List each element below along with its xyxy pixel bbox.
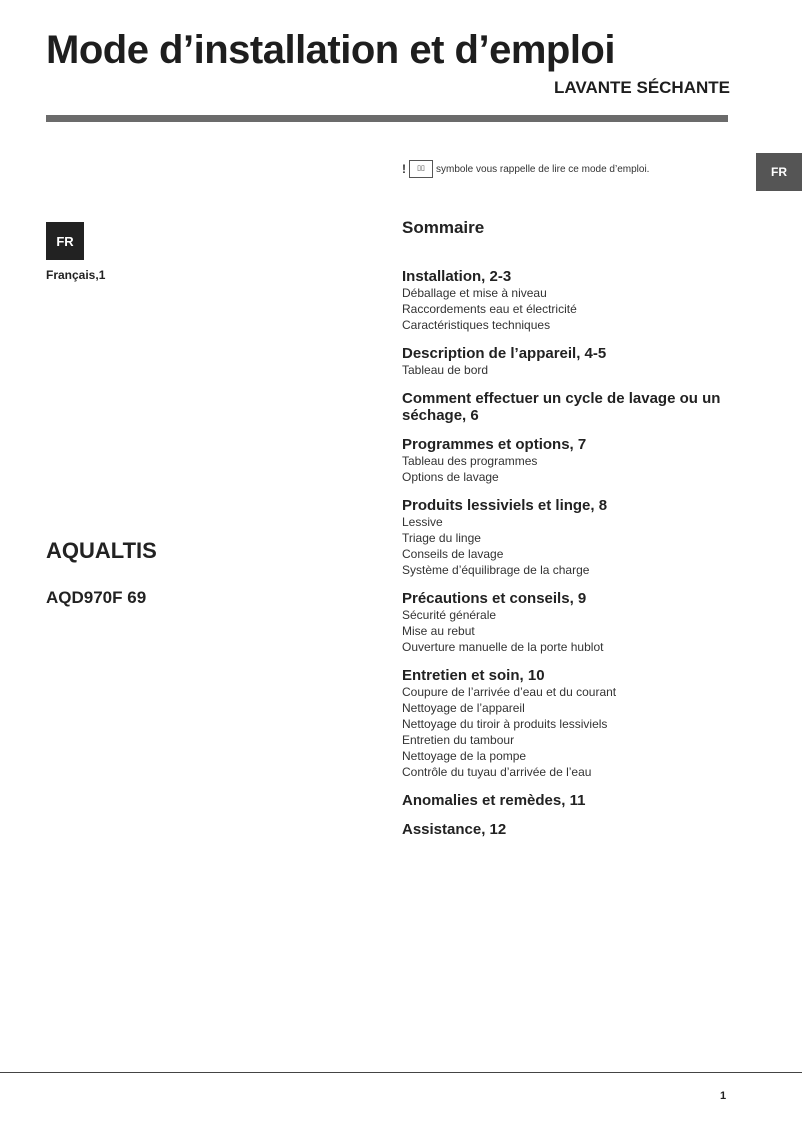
toc-item: Options de lavage (402, 470, 499, 484)
document-title: Mode d’installation et d’emploi (46, 28, 615, 72)
model-name: AQD970F 69 (46, 588, 147, 607)
book-icon: ▯▯ (409, 160, 433, 178)
toc-item: Caractéristiques techniques (402, 318, 551, 332)
toc-item: Conseils de lavage (402, 547, 504, 561)
language-entry: Français,1 (46, 268, 106, 282)
read-manual-note (402, 160, 649, 178)
toc-section-title: Assistance, 12 (402, 821, 507, 838)
toc-item: Déballage et mise à niveau (402, 286, 547, 300)
document-subtitle: LAVANTE SÉCHANTE (554, 78, 730, 97)
toc-item: Mise au rebut (402, 624, 475, 638)
toc-section-title: Comment effectuer un cycle de lavage ou un séchage, 6 (402, 390, 721, 424)
toc-item: Lessive (402, 515, 443, 529)
toc-item: Tableau des programmes (402, 454, 538, 468)
footer-rule (0, 1072, 802, 1073)
toc-section-title: Description de l’appareil, 4-5 (402, 345, 607, 362)
toc-section (402, 345, 742, 378)
brand-name: AQUALTIS (46, 538, 157, 563)
toc-section (402, 792, 742, 809)
toc-section (402, 821, 742, 838)
page-number: 1 (720, 1090, 727, 1102)
toc-item: Nettoyage de la pompe (402, 749, 527, 763)
toc-section (402, 667, 742, 780)
toc-item: Tableau de bord (402, 363, 489, 377)
warning-icon: ! (402, 162, 406, 176)
toc-section-title: Précautions et conseils, 9 (402, 590, 587, 607)
toc-section (402, 390, 742, 424)
toc-section (402, 268, 742, 333)
header-rule (46, 115, 728, 122)
toc-item: Système d’équilibrage de la charge (402, 563, 590, 577)
note-text: symbole vous rappelle de lire ce mode d’emploi. (436, 163, 650, 175)
language-box: FR (46, 222, 84, 260)
toc-section-title: Programmes et options, 7 (402, 436, 587, 453)
toc-item: Ouverture manuelle de la porte hublot (402, 640, 604, 654)
toc-item: Nettoyage du tiroir à produits lessiviels (402, 717, 608, 731)
table-of-contents (402, 218, 742, 850)
toc-item: Sécurité générale (402, 608, 497, 622)
toc-section-title: Produits lessiviels et linge, 8 (402, 497, 608, 514)
toc-item: Contrôle du tuyau d’arrivée de l’eau (402, 765, 592, 779)
language-tab: FR (756, 153, 802, 191)
toc-item: Coupure de l’arrivée d’eau et du courant (402, 685, 617, 699)
toc-section (402, 497, 742, 578)
toc-item: Triage du linge (402, 531, 481, 545)
toc-section-title: Anomalies et remèdes, 11 (402, 792, 586, 809)
toc-section (402, 590, 742, 655)
toc-item: Nettoyage de l’appareil (402, 701, 525, 715)
toc-heading: Sommaire (402, 218, 485, 237)
toc-item: Entretien du tambour (402, 733, 515, 747)
toc-section-title: Installation, 2-3 (402, 268, 512, 285)
toc-section-title: Entretien et soin, 10 (402, 667, 545, 684)
toc-section (402, 436, 742, 485)
toc-item: Raccordements eau et électricité (402, 302, 577, 316)
